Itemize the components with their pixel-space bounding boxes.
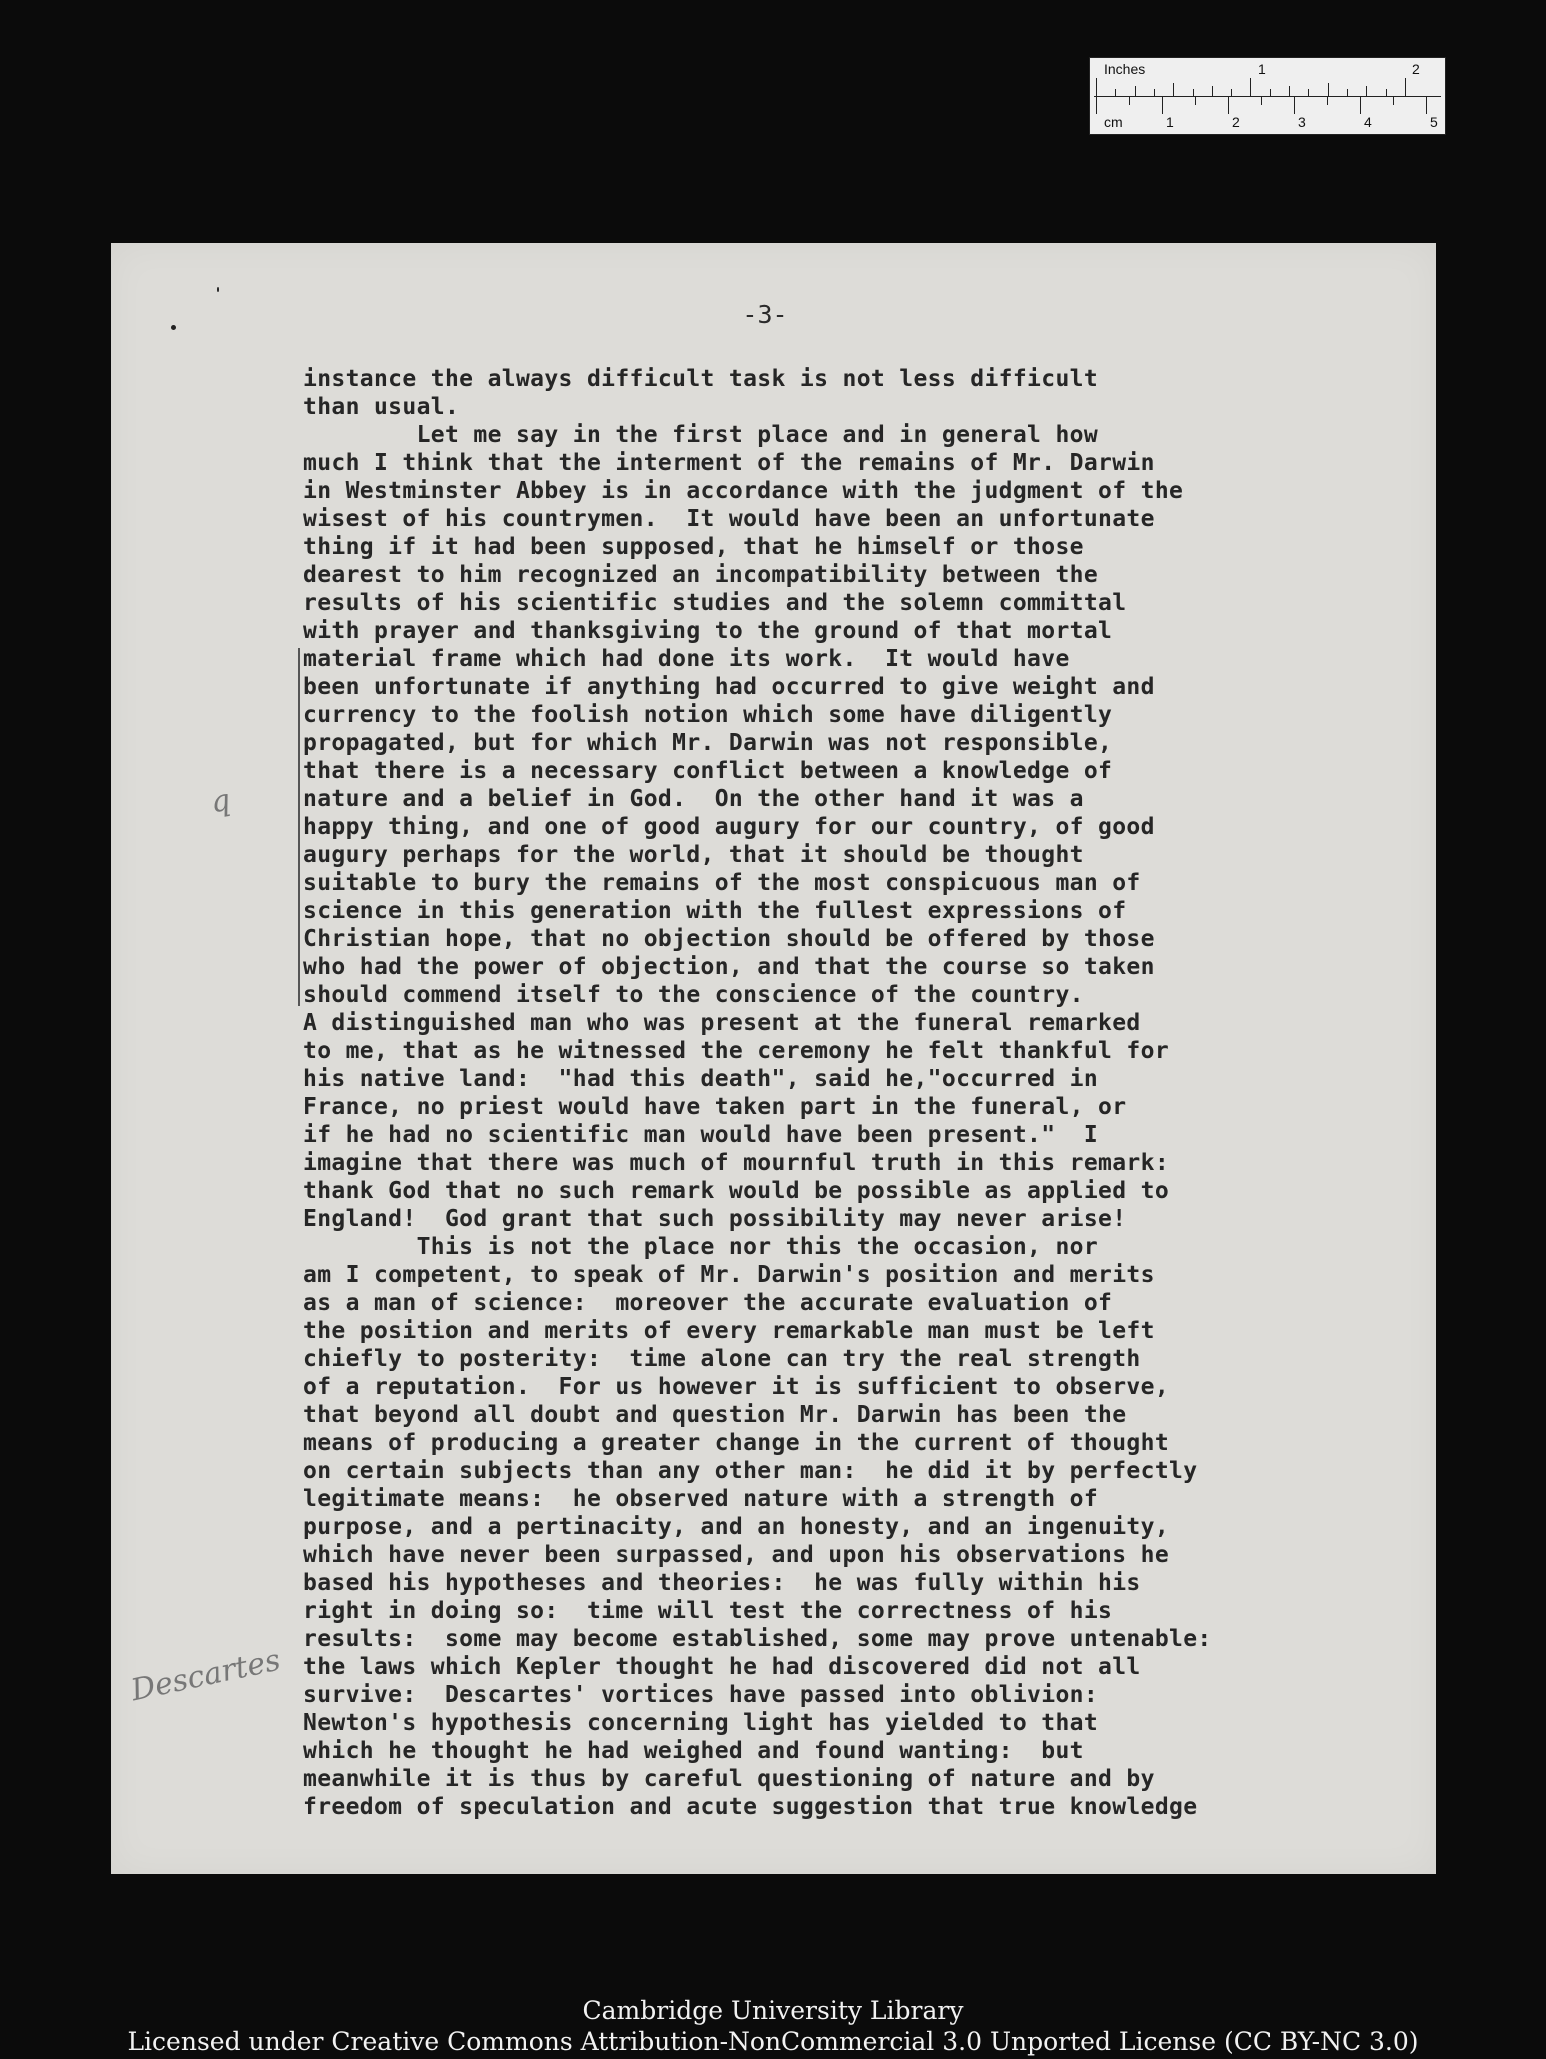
text-line: of a reputation. For us however it is sufficient to observe, <box>303 1374 1170 1400</box>
text-line: if he had no scientific man would have been present." I <box>303 1122 1099 1148</box>
ruler-axis <box>1094 96 1441 97</box>
text-line: chiefly to posterity: time alone can try the real strength <box>303 1346 1141 1372</box>
ruler-tick-inch <box>1347 89 1348 96</box>
ruler-tick-inch <box>1270 89 1271 96</box>
text-line: in Westminster Abbey is in accordance with the judgment of the <box>303 478 1184 504</box>
text-line: imagine that there was much of mournful truth in this remark: <box>303 1150 1170 1176</box>
ruler-tick-inch <box>1212 86 1213 96</box>
ruler-tick-cm <box>1096 96 1097 114</box>
ruler-inch-label-1: 1 <box>1258 61 1266 77</box>
text-line: that there is a necessary conflict between a knowledge of <box>303 758 1113 784</box>
text-line: instance the always difficult task is not less difficult <box>303 366 1099 392</box>
text-line: meanwhile it is thus by careful questioning of nature and by <box>303 1766 1155 1792</box>
text-line: much I think that the interment of the remains of Mr. Darwin <box>303 450 1155 476</box>
ruler-tick-inch <box>1096 78 1097 96</box>
text-line: the position and merits of every remarkable man must be left <box>303 1318 1155 1344</box>
ruler-tick-cm <box>1393 96 1394 105</box>
ruler-tick-cm <box>1228 96 1229 114</box>
ruler-tick-cm <box>1360 96 1361 114</box>
text-line: Let me say in the first place and in general how <box>303 422 1099 448</box>
ruler-inches-label: Inches <box>1104 61 1146 77</box>
ruler-tick-inch <box>1115 89 1116 96</box>
scale-ruler <box>1089 57 1446 135</box>
text-line: who had the power of objection, and that the course so taken <box>303 954 1155 980</box>
text-line: results: some may become established, some may prove untenable: <box>303 1626 1212 1652</box>
text-line: purpose, and a pertinacity, and an honesty, and an ingenuity, <box>303 1514 1170 1540</box>
ruler-inch-label-2: 2 <box>1412 61 1420 77</box>
text-line: happy thing, and one of good augury for our country, of good <box>303 814 1155 840</box>
ruler-tick-inch <box>1231 89 1232 96</box>
text-line: that beyond all doubt and question Mr. Darwin has been the <box>303 1402 1127 1428</box>
text-line: as a man of science: moreover the accurate evaluation of <box>303 1290 1113 1316</box>
text-line: science in this generation with the fullest expressions of <box>303 898 1127 924</box>
ruler-tick-inch <box>1308 89 1309 96</box>
ruler-cm-label-1: 1 <box>1166 114 1174 130</box>
text-line: dearest to him recognized an incompatibility between the <box>303 562 1099 588</box>
ruler-tick-inch <box>1173 83 1174 96</box>
text-line: right in doing so: time will test the correctness of his <box>303 1598 1113 1624</box>
ink-speck <box>217 287 219 292</box>
ruler-tick-cm <box>1294 96 1295 114</box>
text-line: which have never been surpassed, and upon his observations he <box>303 1542 1170 1568</box>
handwritten-margin-note: q <box>208 782 234 821</box>
ruler-cm-label-5: 5 <box>1430 114 1438 130</box>
text-line: survive: Descartes' vortices have passed into oblivion: <box>303 1682 1099 1708</box>
ink-speck <box>171 325 176 330</box>
ruler-tick-inch <box>1386 89 1387 96</box>
text-line: augury perhaps for the world, that it should be thought <box>303 842 1084 868</box>
ruler-tick-inch <box>1154 89 1155 96</box>
footer-license: Licensed under Creative Commons Attribution-NonCommercial 3.0 Unported License (CC BY-NC 3.0) <box>127 2027 1419 2056</box>
ruler-tick-inch <box>1289 86 1290 96</box>
ruler-tick-cm <box>1195 96 1196 105</box>
text-line: means of producing a greater change in the current of thought <box>303 1430 1170 1456</box>
ruler-cm-label-3: 3 <box>1298 114 1306 130</box>
text-line: Newton's hypothesis concerning light has yielded to that <box>303 1710 1099 1736</box>
ruler-tick-cm <box>1426 96 1427 114</box>
text-line: based his hypotheses and theories: he was fully within his <box>303 1570 1141 1596</box>
text-line: results of his scientific studies and the solemn committal <box>303 590 1127 616</box>
ruler-tick-cm <box>1327 96 1328 105</box>
text-line: suitable to bury the remains of the most conspicuous man of <box>303 870 1141 896</box>
text-line: his native land: "had this death", said he,"occurred in <box>303 1066 1099 1092</box>
ruler-tick-cm <box>1261 96 1262 105</box>
text-line: This is not the place nor this the occasion, nor <box>303 1234 1099 1260</box>
text-line: with prayer and thanksgiving to the ground of that mortal <box>303 618 1113 644</box>
ruler-tick-inch <box>1366 86 1367 96</box>
text-line: to me, that as he witnessed the ceremony he felt thankful for <box>303 1038 1170 1064</box>
ruler-tick-cm <box>1129 96 1130 105</box>
margin-mark-line <box>298 648 300 1006</box>
letter-body-text <box>303 365 1383 1821</box>
ruler-cm-label-4: 4 <box>1364 114 1372 130</box>
handwritten-descartes-note: Descartes <box>128 1642 284 1709</box>
text-line: material frame which had done its work. It would have <box>303 646 1070 672</box>
text-line: France, no priest would have taken part in the funeral, or <box>303 1094 1127 1120</box>
text-line: wisest of his countrymen. It would have been an unfortunate <box>303 506 1155 532</box>
text-line: Christian hope, that no objection should be offered by those <box>303 926 1155 952</box>
ruler-tick-inch <box>1193 89 1194 96</box>
text-line: England! God grant that such possibility may never arise! <box>303 1206 1127 1232</box>
ruler-tick-inch <box>1135 86 1136 96</box>
text-line: than usual. <box>303 394 460 420</box>
text-line: should commend itself to the conscience of the country. <box>303 982 1084 1008</box>
text-line: thing if it had been supposed, that he himself or those <box>303 534 1084 560</box>
text-line: the laws which Kepler thought he had discovered did not all <box>303 1654 1141 1680</box>
text-line: on certain subjects than any other man: he did it by perfectly <box>303 1458 1198 1484</box>
ruler-tick-inch <box>1250 78 1251 96</box>
footer-institution: Cambridge University Library <box>582 1996 964 2025</box>
ruler-tick-inch <box>1405 78 1406 96</box>
text-line: currency to the foolish notion which some have diligently <box>303 702 1113 728</box>
text-line: been unfortunate if anything had occurred to give weight and <box>303 674 1155 700</box>
text-line: am I competent, to speak of Mr. Darwin's position and merits <box>303 1262 1155 1288</box>
text-line: thank God that no such remark would be possible as applied to <box>303 1178 1170 1204</box>
text-line: A distinguished man who was present at the funeral remarked <box>303 1010 1141 1036</box>
ruler-tick-inch <box>1328 83 1329 96</box>
text-line: propagated, but for which Mr. Darwin was not responsible, <box>303 730 1113 756</box>
page-number: -3- <box>742 300 788 329</box>
text-line: legitimate means: he observed nature with a strength of <box>303 1486 1099 1512</box>
text-line: nature and a belief in God. On the other hand it was a <box>303 786 1084 812</box>
ruler-cm-label: cm <box>1104 114 1123 130</box>
text-line: which he thought he had weighed and found wanting: but <box>303 1738 1084 1764</box>
ruler-tick-cm <box>1162 96 1163 114</box>
text-line: freedom of speculation and acute suggestion that true knowledge <box>303 1794 1198 1820</box>
ruler-cm-label-2: 2 <box>1232 114 1240 130</box>
